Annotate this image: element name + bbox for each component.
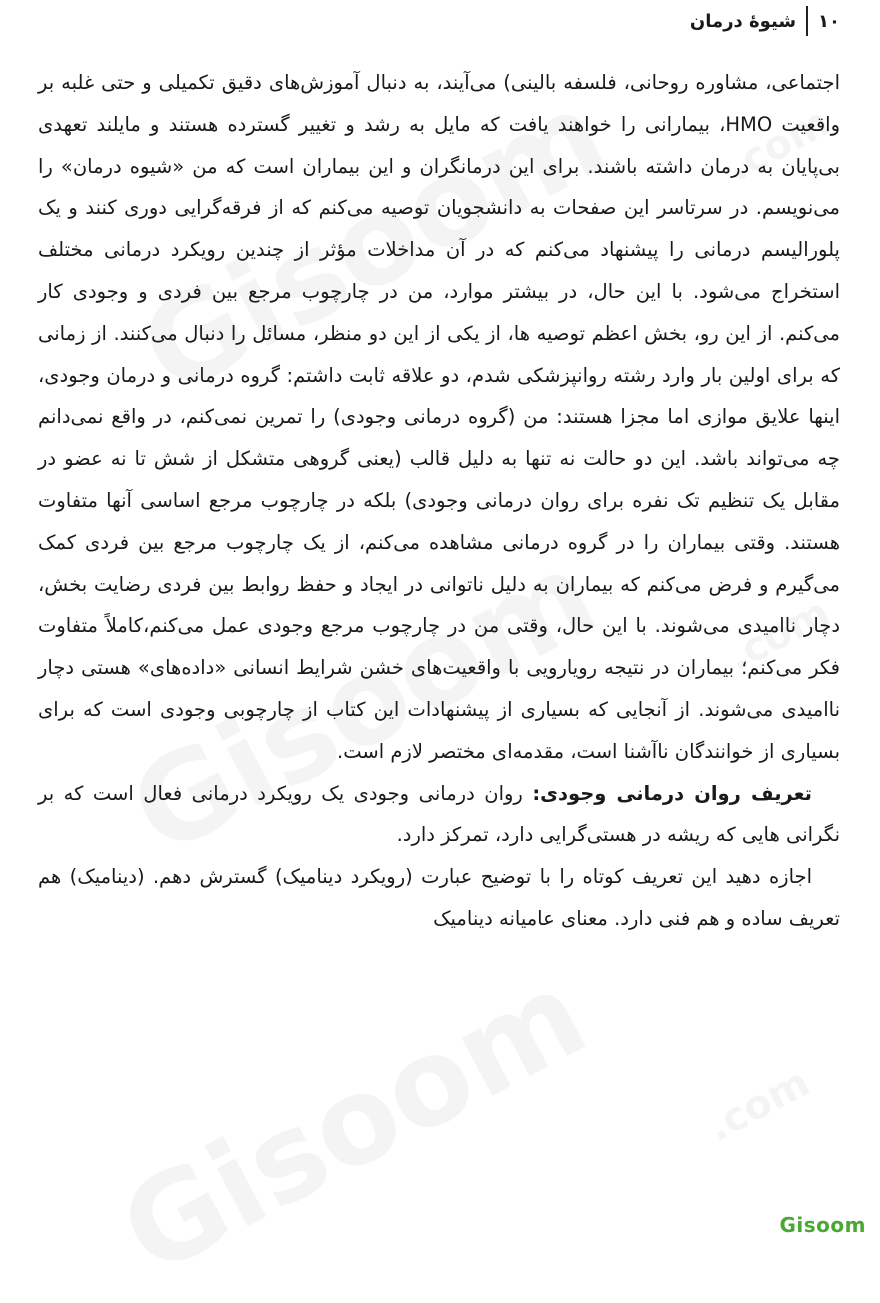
definition-text: روان درمانی وجودی یک رویکرد درمانی فعال است که بر نگرانی هایی که ریشه در هستی‌گرایی دارد، تمرکز دارد. [38, 781, 840, 847]
paragraph: اجتماعی، مشاوره روحانی، فلسفه بالینی) می‌آیند، به دنبال آموزش‌های دقیق تکمیلی و حتی غلبه بر واقعیت HMO، بیمارانی را خواهند یافت که مایل به رشد و تغییر گسترده هستند و مایلند تعهدی بی‌پایان به درمان داشته باشند. برای این درمانگران و این بیماران است که من «شیوه درمان» را می‌نویسم. در سرتاسر این صفحات به دانشجویان توصیه می‌کنم که از فرقه‌گرایی دوری کنند و یک پلورالیسم درمانی را پیشنهاد می‌کنم که در آن مداخلات مؤثر از چندین رویکرد درمانی مختلف استخراج می‌شود. با این حال، در بیشتر موارد، من در چارچوب مرجع بین فردی و وجودی کار می‌کنم. از این رو، بخش اعظم توصیه ها، از یکی از این دو منظر، مسائل را دنبال می‌کنند. از زمانی که برای اولین بار وارد رشته روانپزشکی شدم، دو علاقه ثابت داشتم: گروه درمانی و درمان وجودی، اینها علایق موازی اما مجزا هستند: من (گروه درمانی وجودی) را تمرین نمی‌کنم، در واقع نمی‌دانم چه می‌تواند باشد. این دو حالت نه تنها به دلیل قالب (یعنی گروهی متشکل از شش تا نه عضو در مقابل یک تنظیم تک نفره برای روان درمانی وجودی) بلکه در چارچوب مرجع اساسی آنها متفاوت هستند. وقتی بیماران را در گروه درمانی مشاهده می‌کنم، از یک چارچوب مرجع بین فردی کمک می‌گیرم و فرض می‌کنم که بیماران به دلیل ناتوانی در ایجاد و حفظ روابط بین فردی رضایت بخش، دچار ناامیدی می‌شوند. با این حال، وقتی من در چارچوب مرجع وجودی عمل می‌کنم،کاملاً متفاوت فکر می‌کنم؛ بیماران در نتیجه رویارویی با واقعیت‌های خشن شرایط انسانی «داده‌های» هستی دچار ناامیدی می‌شوند. از آنجایی که بسیاری از پیشنهادات این کتاب از چارچوبی وجودی است که برای بسیاری از خوانندگان ناآشنا است، مقدمه‌ای مختصر لازم است. [38, 71, 840, 763]
gisoom-logo: Gisoom [779, 1213, 866, 1237]
header-divider [806, 6, 808, 36]
paragraph: اجازه دهید این تعریف کوتاه را با توضیح عبارت (رویکرد دینامیک) گسترش دهم. (دینامیک) هم تعریف ساده و هم فنی دارد. معنای عامیانه دینامیک [38, 865, 840, 930]
page-body [38, 62, 840, 940]
running-title: شیوهٔ درمان [689, 10, 797, 32]
watermark-text [100, 945, 608, 1303]
page-header [690, 6, 840, 36]
page-number: ۱۰ [818, 10, 840, 32]
watermark-text [700, 1059, 817, 1150]
paragraph-definition [38, 773, 840, 857]
definition-heading: تعریف روان درمانی وجودی: [532, 781, 812, 805]
